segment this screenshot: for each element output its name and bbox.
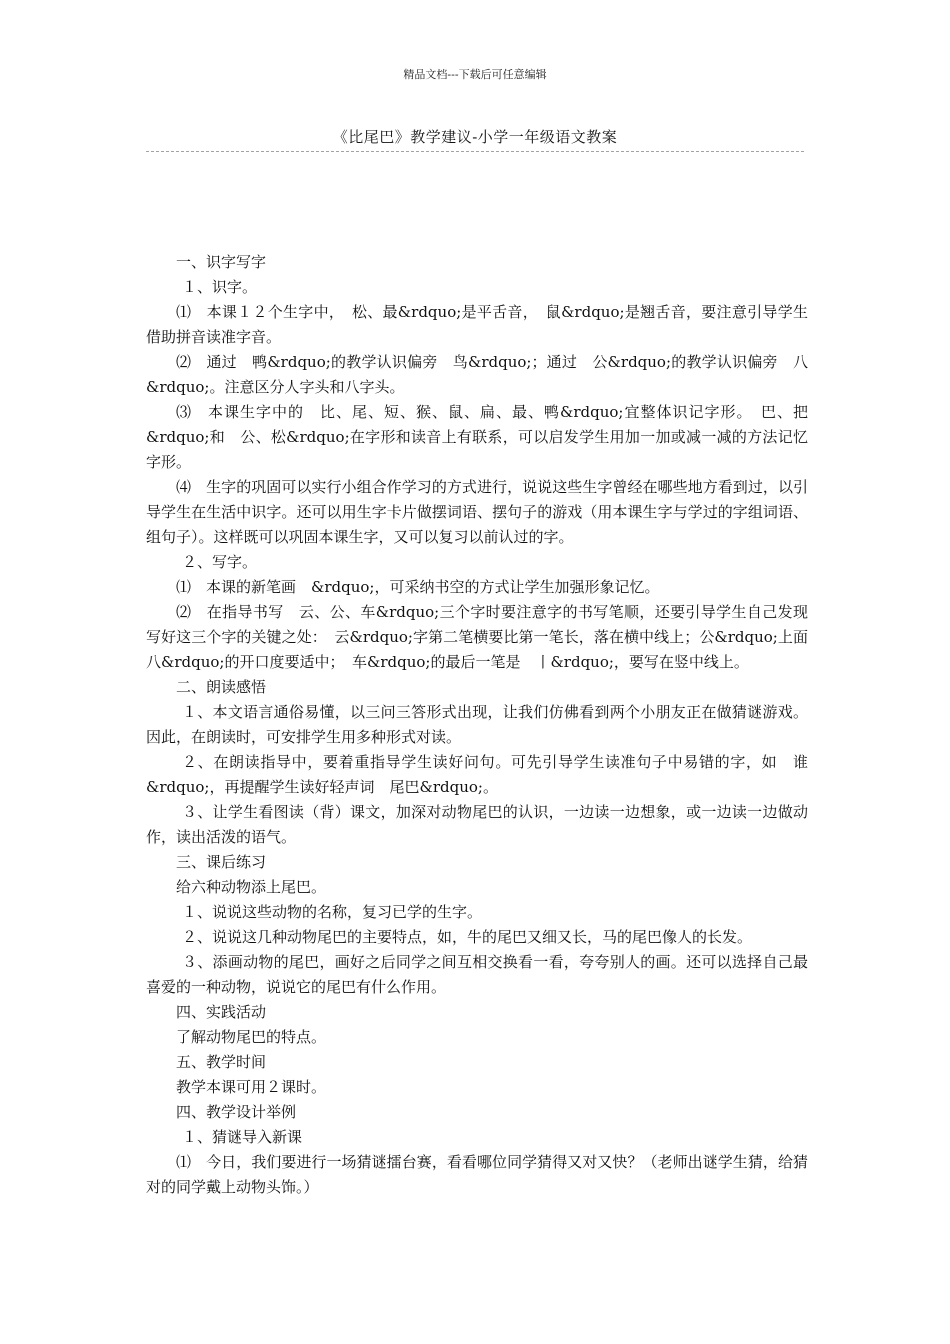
paragraph: 五、教学时间 (176, 1053, 267, 1071)
paragraph: 三、课后练习 (176, 853, 267, 871)
document-body (146, 250, 824, 1200)
paragraph: ⑴ 本课的新笔画 &rdquo;，可采纳书空的方式让学生加强形象记忆。 (176, 578, 660, 596)
paragraph: ３、添画动物的尾巴，画好之后同学之间互相交换看一看，夸夸别人的画。还可以选择自己最喜爱的一种动物，说说它的尾巴有什么作用。 (146, 953, 808, 996)
paragraph: 了解动物尾巴的特点。 (176, 1028, 327, 1046)
paragraph: 四、教学设计举例 (176, 1103, 297, 1121)
paragraph: 二、朗读感悟 (176, 678, 267, 696)
paragraph: １、识字。 (182, 278, 258, 296)
paragraph: ３、让学生看图读（背）课文，加深对动物尾巴的认识，一边读一边想象，或一边读一边做动作，读出活泼的语气。 (146, 803, 808, 846)
paragraph: １、猜谜导入新课 (182, 1128, 303, 1146)
paragraph: 教学本课可用２课时。 (176, 1078, 327, 1096)
paragraph: ⑴ 本课１２个生字中， 松、最&rdquo;是平舌音， 鼠&rdquo;是翘舌音，要注意引导学生借助拼音读准字音。 (146, 303, 808, 346)
header-note: 精品文档---下载后可任意编辑 (403, 68, 547, 81)
paragraph: 给六种动物添上尾巴。 (176, 878, 327, 896)
paragraph: ２、在朗读指导中，要着重指导学生读好问句。可先引导学生读准句子中易错的字，如 谁&rdquo;，再提醒学生读好轻声词 尾巴&rdquo;。 (146, 753, 808, 796)
title-divider (146, 151, 804, 152)
paragraph: ⑷ 生字的巩固可以实行小组合作学习的方式进行，说说这些生字曾经在哪些地方看到过，以引导学生在生活中识字。还可以用生字卡片做摆词语、摆句子的游戏（用本课生字与学过的字组词语、组句子）。这样既可以巩固本课生字，又可以复习以前认过的字。 (146, 478, 808, 546)
paragraph: ２、说说这几种动物尾巴的主要特点，如，牛的尾巴又细又长，马的尾巴像人的长发。 (182, 928, 753, 946)
document-title: 《比尾巴》教学建议-小学一年级语文教案 (332, 128, 618, 146)
paragraph: １、本文语言通俗易懂，以三问三答形式出现，让我们仿佛看到两个小朋友正在做猜谜游戏。因此，在朗读时，可安排学生用多种形式对读。 (146, 703, 808, 746)
paragraph: 一、识字写字 (176, 253, 267, 271)
paragraph: ⑵ 通过 鸭&rdquo;的教学认识偏旁 鸟&rdquo;；通过 公&rdquo;的教学认识偏旁 八&rdquo;。注意区分人字头和八字头。 (146, 353, 808, 396)
paragraph: １、说说这些动物的名称，复习已学的生字。 (182, 903, 483, 921)
paragraph: ⑶ 本课生字中的 比、尾、短、猴、鼠、扁、最、鸭&rdquo;宜整体识记字形。 巴、把&rdquo;和 公、松&rdquo;在字形和读音上有联系，可以启发学生用加一加或减一减的方法记忆字形。 (146, 403, 808, 471)
paragraph: ⑴ 今日，我们要进行一场猜谜擂台赛，看看哪位同学猜得又对又快？（老师出谜学生猜，给猜对的同学戴上动物头饰。） (146, 1153, 808, 1196)
paragraph: 四、实践活动 (176, 1003, 267, 1021)
paragraph: ⑵ 在指导书写 云、公、车&rdquo;三个字时要注意字的书写笔顺，还要引导学生自己发现写好这三个字的关键之处： 云&rdquo;字第二笔横要比第一笔长，落在横中线上；公&rdquo;上面 八&rdquo;的开口度要适中； 车&rdquo;的最后一笔是 丨&rdquo;，要写在竖中线上。 (146, 603, 824, 671)
paragraph: ２、写字。 (182, 553, 258, 571)
